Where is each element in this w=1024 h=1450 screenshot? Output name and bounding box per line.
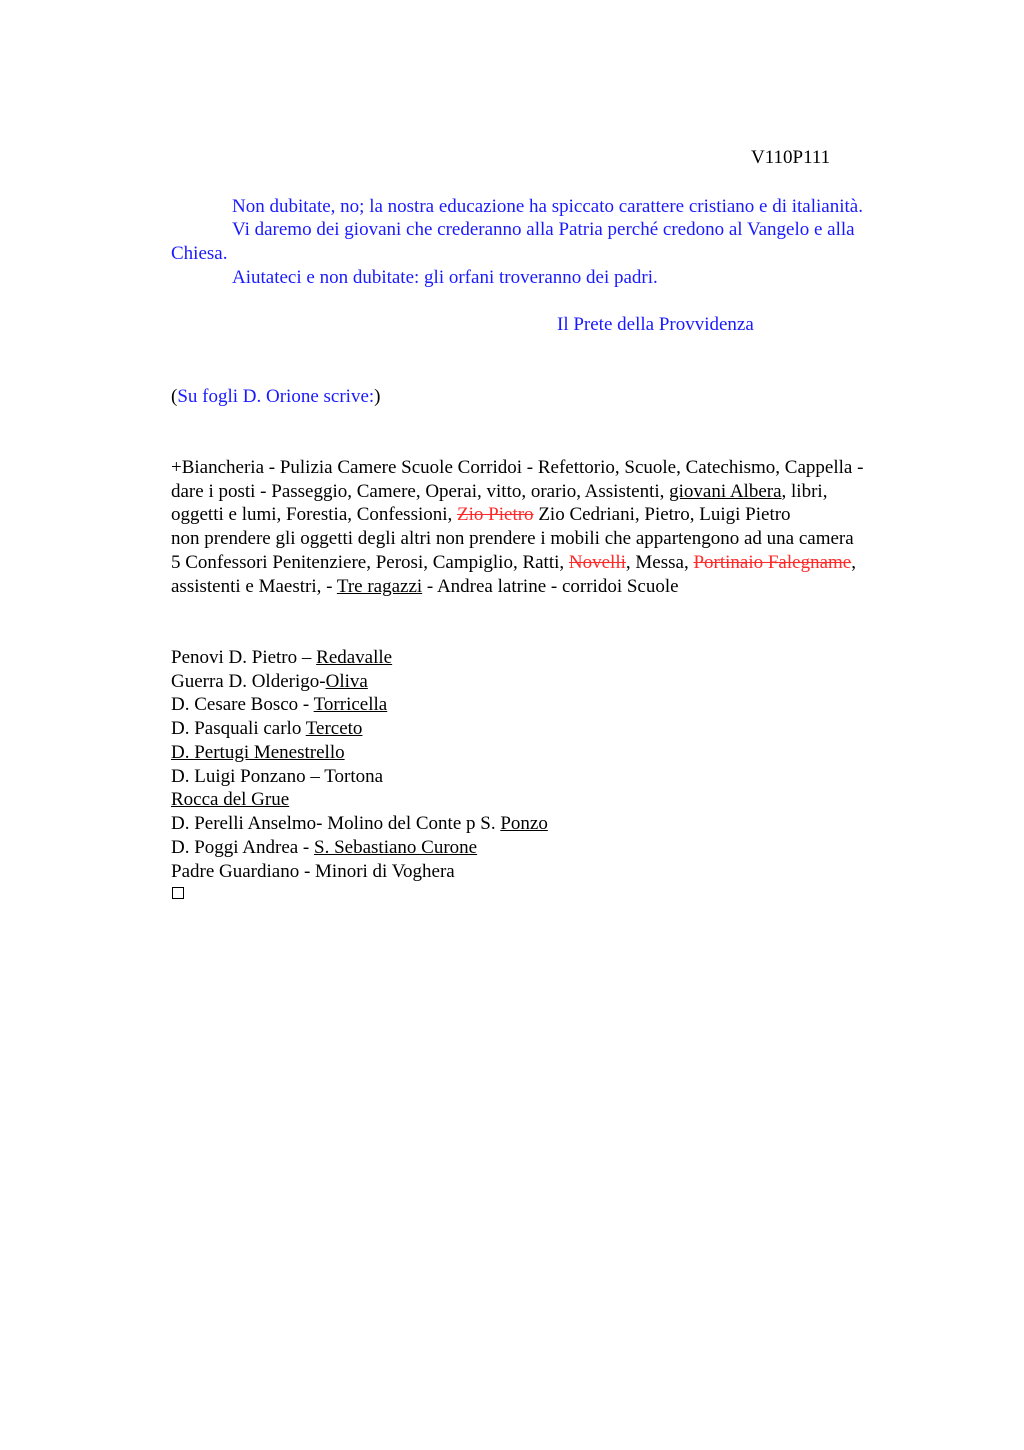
notes-line-5-text-b: , Messa, — [625, 552, 694, 573]
name-entry-8-name: D. Perelli Anselmo- Molino del Conte p S. — [171, 813, 501, 834]
name-entry-3 — [171, 693, 387, 717]
editor-note — [171, 385, 380, 409]
name-entry-8 — [171, 812, 548, 836]
letter-signature: Il Prete della Provvidenza — [557, 314, 754, 335]
name-entry-6: D. Luigi Ponzano – Tortona — [171, 766, 384, 787]
letter-paragraph-3: Aiutateci e non dubitate: gli orfani troveranno dei padri. — [232, 267, 658, 288]
notes-line-6 — [171, 575, 679, 599]
notes-line-2-text-b: , libri, — [781, 481, 828, 502]
name-entry-10: Padre Guardiano - Minori di Voghera — [171, 861, 455, 882]
notes-line-3-struck: Zio Pietro — [457, 504, 534, 525]
name-entry-4-place: Terceto — [305, 718, 363, 739]
name-entry-4 — [171, 717, 362, 741]
name-entry-2 — [171, 670, 368, 694]
name-entry-1 — [171, 646, 392, 670]
checkbox-icon — [172, 887, 184, 899]
notes-line-3-text-a: oggetti e lumi, Forestia, Confessioni, — [171, 504, 458, 525]
name-entry-5: D. Pertugi Menestrello — [171, 742, 345, 763]
notes-line-4: non prendere gli oggetti degli altri non prendere i mobili che appartengono ad una camera — [171, 528, 854, 549]
name-entry-9-name: D. Poggi Andrea - — [171, 837, 315, 858]
name-entry-1-place: Redavalle — [316, 647, 393, 668]
letter-paragraph-2-line-1: Vi daremo dei giovani che crederanno alla Patria perché credono al Vangelo e alla — [232, 219, 855, 240]
name-entry-7: Rocca del Grue — [171, 789, 290, 810]
name-entry-9-place: S. Sebastiano Curone — [314, 837, 478, 858]
name-entry-1-name: Penovi D. Pietro – — [171, 647, 317, 668]
note-close-paren: ) — [374, 386, 381, 407]
name-entry-2-name: Guerra D. Olderigo- — [171, 671, 326, 692]
name-entry-4-name: D. Pasquali carlo — [171, 718, 306, 739]
notes-line-5-text-a: 5 Confessori Penitenziere, Perosi, Campiglio, Ratti, — [171, 552, 569, 573]
name-entry-9 — [171, 836, 477, 860]
notes-line-6-underlined: Tre ragazzi — [336, 576, 423, 597]
notes-line-5-struck-2: Portinaio Falegname — [693, 552, 852, 573]
name-entry-3-name: D. Cesare Bosco - — [171, 694, 314, 715]
notes-line-6-text-a: assistenti e Maestri, - — [171, 576, 337, 597]
page-reference: V110P111 — [751, 147, 831, 168]
letter-paragraph-2-line-2: Chiesa. — [171, 243, 228, 264]
notes-line-5-struck-1: Novelli — [568, 552, 626, 573]
notes-line-1: +Biancheria - Pulizia Camere Scuole Corridoi - Refettorio, Scuole, Catechismo, Cappella - — [171, 457, 864, 478]
notes-line-2 — [171, 480, 827, 504]
notes-line-3-text-b: Zio Cedriani, Pietro, Luigi Pietro — [533, 504, 791, 525]
notes-line-2-text-a: dare i posti - Passeggio, Camere, Operai, vitto, orario, Assistenti, — [171, 481, 670, 502]
notes-line-2-underlined: giovani Albera — [669, 481, 782, 502]
name-entry-8-place: Ponzo — [500, 813, 548, 834]
letter-paragraph-1: Non dubitate, no; la nostra educazione ha spiccato carattere cristiano e di italianità. — [232, 196, 863, 217]
name-entry-2-place: Oliva — [325, 671, 368, 692]
note-text: Su fogli D. Orione scrive: — [177, 386, 375, 407]
notes-line-5 — [171, 551, 856, 575]
notes-line-6-text-b: - Andrea latrine - corridoi Scuole — [422, 576, 679, 597]
notes-line-5-text-c: , — [851, 552, 856, 573]
notes-line-3 — [171, 503, 791, 527]
note-open-paren: ( — [171, 386, 178, 407]
name-entry-3-place: Torricella — [313, 694, 388, 715]
